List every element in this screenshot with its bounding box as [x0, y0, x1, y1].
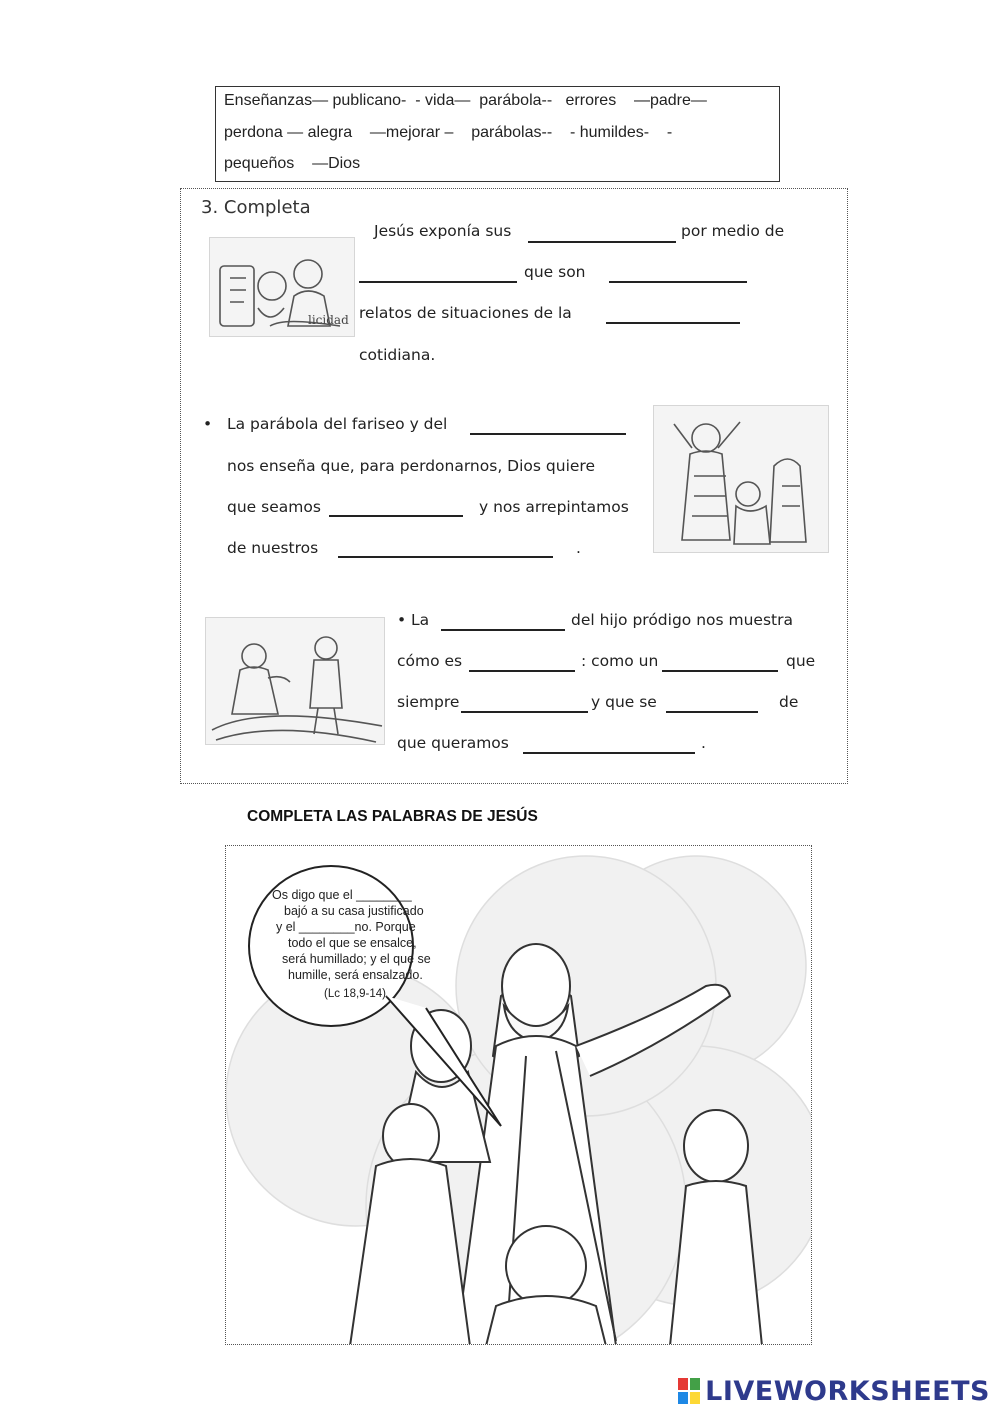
blank-p3-4[interactable]: [461, 711, 588, 713]
p1-text-e: cotidiana.: [359, 346, 436, 364]
section-2-title: COMPLETA LAS PALABRAS DE JESÚS: [247, 808, 538, 825]
p3-text-i: que queramos: [397, 734, 509, 752]
word-bank-line-3: pequeños —Dios: [224, 155, 361, 172]
blank-p3-5[interactable]: [666, 711, 758, 713]
p3-text-h: de: [779, 693, 799, 711]
word-bank-line-2: perdona — alegra —mejorar – parábolas-- - humildes- -: [224, 124, 673, 141]
bullet-icon: •: [397, 611, 407, 629]
bubble-line-2: bajó a su casa justificado: [284, 904, 424, 918]
bullet-icon: •: [203, 415, 213, 433]
p1-text-b: por medio de: [681, 222, 785, 240]
p2-text-a: La parábola del fariseo y del: [227, 415, 448, 433]
bubble-line-1: Os digo que el ________: [272, 888, 412, 902]
p3-text-c: cómo es: [397, 652, 463, 670]
bubble-line-3: y el ________no. Porque: [276, 920, 416, 934]
bubble-reference: (Lc 18,9-14): [324, 988, 387, 1000]
p1-text-c: que son: [524, 263, 586, 281]
exercise-3-box: [180, 188, 848, 784]
p3-text-e: que: [786, 652, 816, 670]
bubble-line-4: todo el que se ensalce,: [288, 936, 417, 950]
liveworksheets-brand[interactable]: LIVEWORKSHEETS: [705, 1376, 990, 1407]
bubble-line-6: humille, será ensalzado.: [288, 968, 423, 982]
p2-text-d: y nos arrepintamos: [479, 498, 629, 516]
exercise-title: 3. Completa: [201, 197, 311, 218]
hijo-prodigo-illustration: [205, 617, 385, 745]
blank-p1-2[interactable]: [359, 281, 517, 283]
jesus-illustration-box: [225, 845, 812, 1345]
blank-p1-1[interactable]: [528, 241, 676, 243]
blank-p2-1[interactable]: [470, 433, 626, 435]
p3-text-b: del hijo pródigo nos muestra: [571, 611, 793, 629]
p3-text-g: y que se: [591, 693, 657, 711]
p2-text-b: nos enseña que, para perdonarnos, Dios quiere: [227, 457, 595, 475]
blank-p1-3[interactable]: [609, 281, 747, 283]
p3-text-d: : como un: [581, 652, 659, 670]
svg-text:licidad: licidad: [308, 313, 349, 327]
liveworksheets-logo-icon: [678, 1378, 700, 1404]
p3-text-a: La: [411, 611, 430, 629]
felicidad-illustration: [209, 237, 355, 337]
blank-p3-1[interactable]: [441, 629, 565, 631]
blank-p1-4[interactable]: [606, 322, 740, 324]
blank-p3-6[interactable]: [523, 752, 695, 754]
p1-text-d: relatos de situaciones de la: [359, 304, 572, 322]
p3-text-f: siempre: [397, 693, 460, 711]
blank-p3-3[interactable]: [662, 670, 778, 672]
bubble-line-5: será humillado; y el que se: [282, 952, 431, 966]
p2-text-e: de nuestros: [227, 539, 319, 557]
p3-text-j: .: [701, 734, 706, 752]
blank-p2-3[interactable]: [338, 556, 553, 558]
word-bank-line-1: Enseñanzas— publicano- - vida— parábola-- errores —padre—: [224, 92, 707, 109]
p2-text-c: que seamos: [227, 498, 321, 516]
p2-text-f: .: [576, 539, 581, 557]
blank-p2-2[interactable]: [329, 515, 463, 517]
blank-p3-2[interactable]: [469, 670, 575, 672]
fariseo-publicano-illustration: [653, 405, 829, 553]
p1-text-a: Jesús exponía sus: [374, 222, 512, 240]
word-bank: [215, 86, 780, 182]
